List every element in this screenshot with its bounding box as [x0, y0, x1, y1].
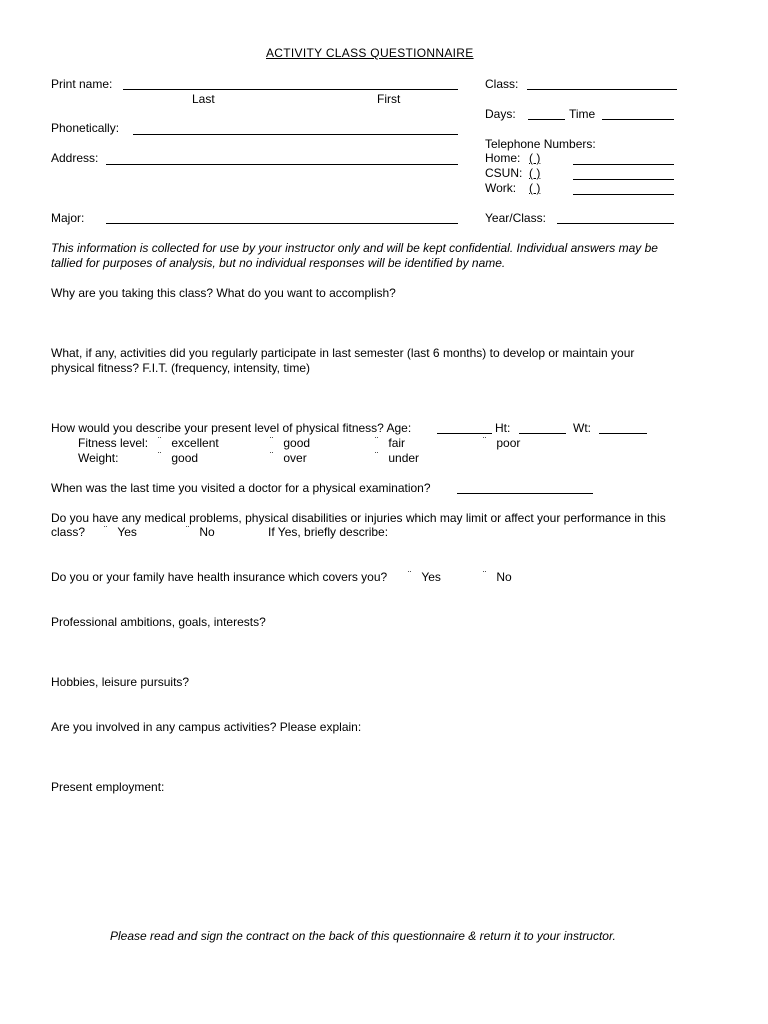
age-line[interactable] — [437, 433, 492, 434]
home-phone-line[interactable] — [573, 164, 674, 165]
home-phone-label: Home: — [485, 151, 521, 165]
weight-option-under[interactable] — [375, 451, 419, 467]
year-class-label: Year/Class: — [485, 211, 546, 225]
csun-area-code: ( ) — [529, 166, 541, 180]
fitness-option-good[interactable] — [270, 436, 310, 452]
class-line[interactable] — [527, 89, 677, 90]
work-phone-line[interactable] — [573, 194, 674, 195]
option-label: excellent — [171, 436, 219, 450]
checkbox-icon[interactable]: ¨ — [483, 570, 487, 581]
option-label: good — [171, 451, 199, 465]
time-line[interactable] — [602, 119, 674, 120]
work-phone-label: Work: — [485, 181, 517, 195]
option-label: fair — [388, 436, 406, 450]
question-employment: Present employment: — [51, 780, 165, 794]
confidentiality-notice-line-1: This information is collected for use by your instructor only and will be kept confidential. Individual answers may be — [51, 241, 658, 255]
first-name-caption: First — [377, 92, 401, 106]
option-label: No — [496, 570, 512, 584]
doctor-line[interactable] — [457, 493, 593, 494]
weight-value-label: Wt: — [573, 421, 591, 435]
option-label: poor — [496, 436, 521, 450]
weight-option-good[interactable] — [158, 451, 198, 467]
option-label: good — [283, 436, 311, 450]
checkbox-icon[interactable]: ¨ — [186, 525, 190, 536]
days-line[interactable] — [528, 119, 565, 120]
phonetically-line[interactable] — [133, 134, 458, 135]
checkbox-icon[interactable]: ¨ — [483, 436, 487, 447]
checkbox-icon[interactable]: ¨ — [408, 570, 412, 581]
fitness-option-poor[interactable] — [483, 436, 520, 452]
print-name-label: Print name: — [51, 77, 113, 91]
class-label: Class: — [485, 77, 519, 91]
question-activities-line-2: physical fitness? F.I.T. (frequency, intensity, time) — [51, 361, 310, 375]
print-name-line[interactable] — [123, 89, 458, 90]
insurance-option-no[interactable] — [483, 570, 512, 586]
question-fitness: How would you describe your present level of physical fitness? Age: — [51, 421, 412, 435]
checkbox-icon[interactable]: ¨ — [158, 451, 162, 462]
question-insurance: Do you or your family have health insurance which covers you? — [51, 570, 388, 584]
option-label: Yes — [421, 570, 441, 584]
weight-label: Weight: — [78, 451, 119, 465]
question-medical-line-1: Do you have any medical problems, physical disabilities or injuries which may limit or affect your performance in this — [51, 511, 666, 525]
page-title: ACTIVITY CLASS QUESTIONNAIRE — [266, 46, 474, 60]
address-label: Address: — [51, 151, 99, 165]
checkbox-icon[interactable]: ¨ — [375, 451, 379, 462]
option-label: under — [388, 451, 420, 465]
checkbox-icon[interactable]: ¨ — [375, 436, 379, 447]
medical-option-no[interactable] — [186, 525, 215, 541]
days-label: Days: — [485, 107, 516, 121]
question-medical-line-2: class? — [51, 525, 86, 539]
last-name-caption: Last — [192, 92, 215, 106]
confidentiality-notice-line-2: tallied for purposes of analysis, but no individual responses will be identified by name. — [51, 256, 506, 270]
fitness-option-fair[interactable] — [375, 436, 405, 452]
medical-option-yes[interactable] — [104, 525, 137, 541]
phonetically-label: Phonetically: — [51, 121, 120, 135]
csun-phone-label: CSUN: — [485, 166, 523, 180]
checkbox-icon[interactable]: ¨ — [270, 436, 274, 447]
time-label: Time — [569, 107, 596, 121]
weight-value-line[interactable] — [599, 433, 647, 434]
question-doctor: When was the last time you visited a doctor for a physical examination? — [51, 481, 431, 495]
home-area-code: ( ) — [529, 151, 541, 165]
question-hobbies: Hobbies, leisure pursuits? — [51, 675, 190, 689]
option-label: No — [199, 525, 215, 539]
major-line[interactable] — [106, 223, 458, 224]
question-campus: Are you involved in any campus activities? Please explain: — [51, 720, 362, 734]
checkbox-icon[interactable]: ¨ — [270, 451, 274, 462]
csun-phone-line[interactable] — [573, 179, 674, 180]
medical-if-yes-label: If Yes, briefly describe: — [268, 525, 389, 539]
fitness-level-label: Fitness level: — [78, 436, 149, 450]
work-area-code: ( ) — [529, 181, 541, 195]
footer-instruction: Please read and sign the contract on the back of this questionnaire & return it to your instructor. — [110, 929, 616, 943]
height-line[interactable] — [519, 433, 566, 434]
telephone-numbers-label: Telephone Numbers: — [485, 137, 596, 151]
fitness-option-excellent[interactable] — [158, 436, 219, 452]
question-why: Why are you taking this class? What do you want to accomplish? — [51, 286, 396, 300]
address-line[interactable] — [106, 164, 458, 165]
weight-option-over[interactable] — [270, 451, 307, 467]
checkbox-icon[interactable]: ¨ — [158, 436, 162, 447]
option-label: over — [283, 451, 307, 465]
question-ambitions: Professional ambitions, goals, interests? — [51, 615, 266, 629]
option-label: Yes — [117, 525, 137, 539]
year-class-line[interactable] — [557, 223, 674, 224]
major-label: Major: — [51, 211, 85, 225]
height-label: Ht: — [495, 421, 511, 435]
question-activities-line-1: What, if any, activities did you regularly participate in last semester (last 6 months) to develop or maintain your — [51, 346, 635, 360]
checkbox-icon[interactable]: ¨ — [104, 525, 108, 536]
insurance-option-yes[interactable] — [408, 570, 441, 586]
